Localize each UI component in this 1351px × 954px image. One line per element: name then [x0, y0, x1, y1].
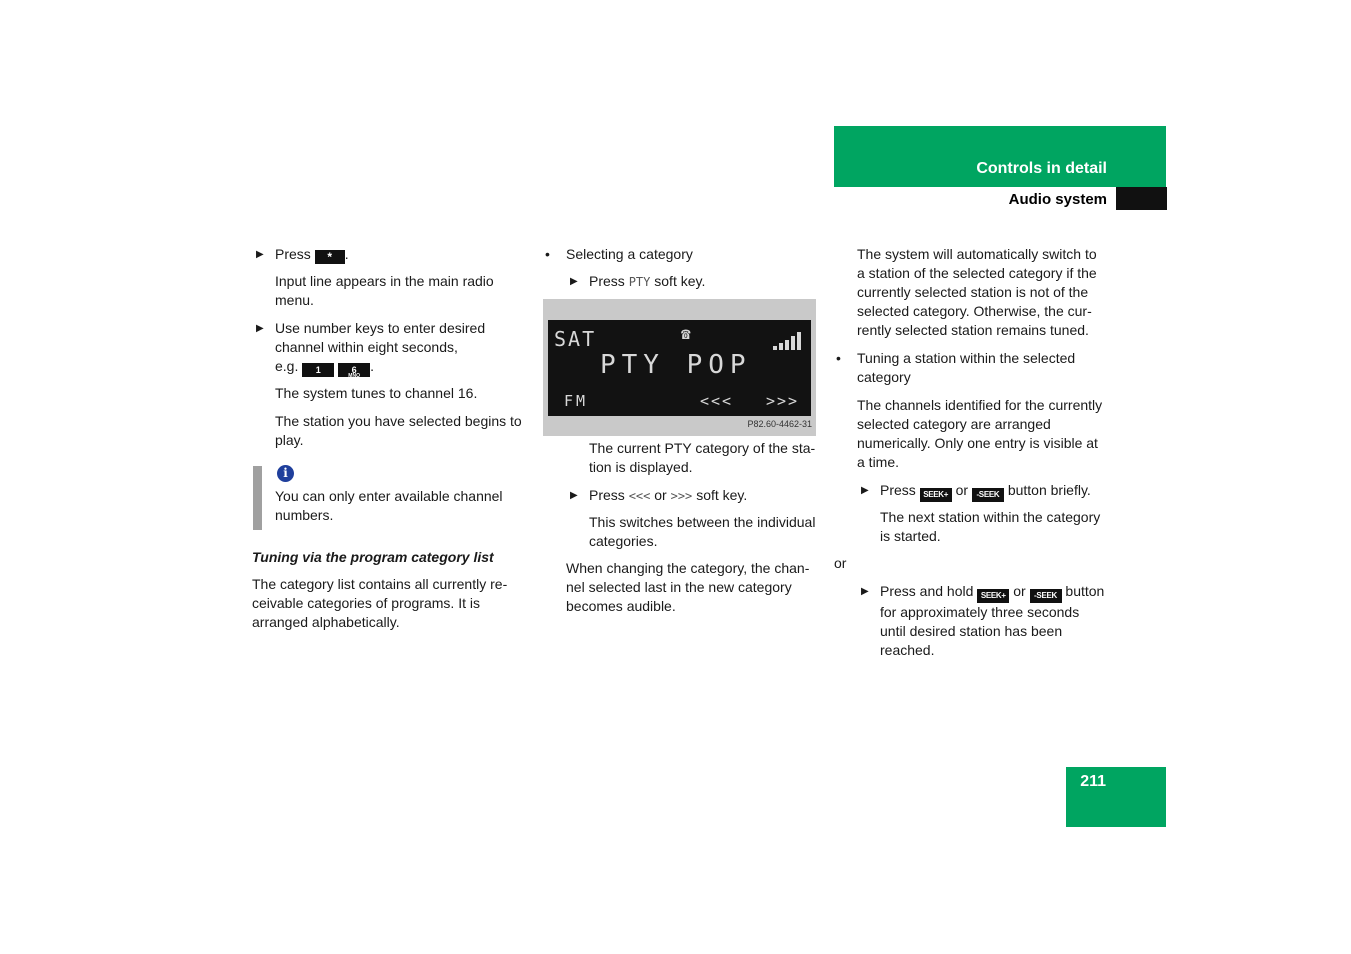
step-result: The system tunes to channel 16.: [275, 385, 478, 401]
step-result: The next station within the category is started.: [880, 509, 1101, 544]
bullet-selecting-category: • Selecting a category: [545, 246, 693, 262]
seek-plus-key-icon: SEEK+: [920, 488, 952, 502]
bullet-paragraph: The channels identified for the currently selected category are arranged numerically. Only one entry is visible at a time.: [857, 397, 1103, 470]
note-paragraph: When changing the category, the channel selected last in the new category becomes audible.: [566, 560, 810, 614]
seek-minus-key-icon: -SEEK: [972, 488, 1004, 502]
step-press-pty: ▶ Press PTY soft key.: [570, 273, 706, 289]
display-main-text: PTY POP: [600, 350, 752, 380]
signal-strength-icon: [773, 330, 811, 350]
phone-icon: ☎: [681, 324, 691, 343]
step-result: This switches between the individual categories.: [589, 514, 816, 549]
info-bar: [253, 466, 262, 530]
step-press-arrows: ▶ Press <<< or >>> soft key.: [570, 487, 748, 503]
chapter-title: Controls in detail: [976, 160, 1107, 177]
step-arrow-icon: ▶: [570, 490, 578, 501]
display-right-softkey: >>>: [766, 392, 800, 410]
step-result: The current PTY category of the station is displayed.: [589, 440, 816, 475]
step-arrow-icon: ▶: [570, 276, 578, 287]
bullet-tuning-station: • Tuning a station within the selected category: [836, 350, 1076, 385]
section-heading: Tuning via the program category list: [252, 549, 494, 565]
radio-display: [548, 320, 811, 416]
step-press-hold-seek: ▶ Press and hold SEEK+ or -SEEK button for approximately three seconds until desired station has been reached.: [861, 583, 1105, 658]
step-result: Input line appears in the main radio menu.: [275, 273, 494, 308]
bullet-icon: •: [836, 350, 841, 366]
intro-paragraph: The system will automatically switch to a station of the selected category if the currently selected station is not of the selected category. Otherwise, the currently selected station remains tuned.: [857, 246, 1097, 338]
number-key-1-icon: 1: [302, 363, 334, 377]
number-key-6-icon: 6 MNO: [338, 363, 370, 377]
display-left-softkey: <<<: [700, 392, 734, 410]
info-text: You can only enter available channel numbers.: [275, 488, 503, 523]
step-arrow-icon: ▶: [861, 586, 869, 597]
radio-display-figure: [543, 299, 816, 436]
step-arrow-icon: ▶: [256, 249, 264, 260]
bullet-icon: •: [545, 246, 550, 262]
or-text: or: [834, 555, 847, 571]
step-press-star: ▶ Press * .: [256, 246, 349, 264]
star-key-icon: *: [315, 250, 345, 264]
step-arrow-icon: ▶: [861, 485, 869, 496]
right-soft-key: >>>: [670, 489, 693, 503]
seek-minus-key-icon: -SEEK: [1030, 589, 1062, 603]
pty-soft-key: PTY: [628, 275, 651, 289]
display-fm: FM: [564, 392, 589, 410]
info-icon: i: [277, 465, 294, 482]
page-number: 211: [1080, 773, 1106, 790]
header-marker: [1116, 187, 1167, 210]
step-number-keys: ▶ Use number keys to enter desired channel within eight seconds, e.g. 1 6 MNO .: [256, 320, 486, 379]
step-result: The station you have selected begins to play.: [275, 413, 522, 448]
section-paragraph: The category list contains all currently receivable categories of programs. It is arranged alphabetically.: [252, 576, 508, 630]
section-title: Audio system: [1008, 191, 1107, 208]
figure-caption: P82.60-4462-31: [747, 419, 812, 429]
step-arrow-icon: ▶: [256, 323, 264, 334]
display-band: SAT: [554, 327, 597, 351]
left-soft-key: <<<: [628, 489, 651, 503]
seek-plus-key-icon: SEEK+: [977, 589, 1009, 603]
step-press-seek: ▶ Press SEEK+ or -SEEK button briefly.: [880, 481, 1120, 502]
